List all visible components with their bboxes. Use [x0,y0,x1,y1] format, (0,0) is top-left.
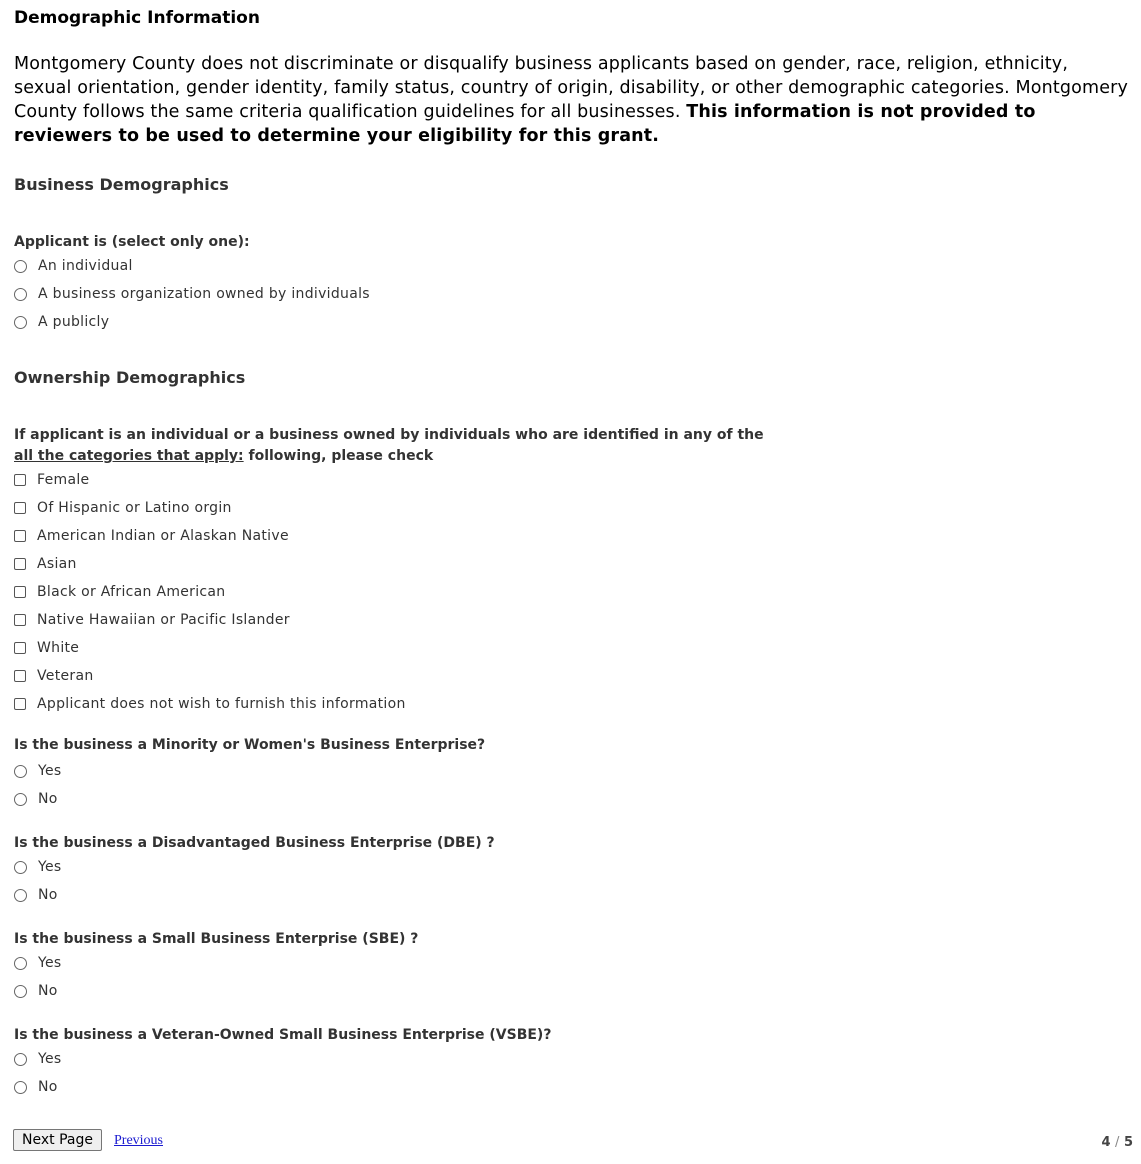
checkbox[interactable] [14,474,26,486]
sbe-no-option[interactable] [14,977,1129,1005]
ownership-checkbox-option[interactable] [14,690,1129,718]
option-label: Black or African American [37,584,226,600]
radio-button[interactable] [14,316,27,329]
page-separator: / [1115,1135,1120,1150]
checkbox[interactable] [14,642,26,654]
checkbox[interactable] [14,558,26,570]
vsbe-question: Is the business a Veteran-Owned Small Business Enterprise (VSBE)? [14,1027,552,1043]
ownership-checkbox-option[interactable] [14,522,1129,550]
previous-link[interactable]: Previous [114,1133,163,1148]
option-label: Yes [38,955,62,971]
radio-button[interactable] [14,1053,27,1066]
option-label: A business organization owned by individuals [38,286,370,302]
option-label: Veteran [37,668,94,684]
checkbox[interactable] [14,614,26,626]
next-page-button[interactable]: Next Page [13,1129,102,1151]
ownership-checkbox-option[interactable] [14,578,1129,606]
checkbox[interactable] [14,502,26,514]
checkbox[interactable] [14,670,26,682]
applicant-type-question: Applicant is (select only one): [14,234,250,250]
ownership-question-underlined: all the categories that apply: [14,448,244,464]
radio-button[interactable] [14,957,27,970]
ownership-question-line2 [14,446,1129,467]
option-label: Applicant does not wish to furnish this information [37,696,406,712]
option-label: Native Hawaiian or Pacific Islander [37,612,290,628]
radio-button[interactable] [14,765,27,778]
option-label: No [38,887,58,903]
radio-button[interactable] [14,793,27,806]
option-label: Asian [37,556,77,572]
mwbe-no-option[interactable] [14,785,1129,813]
vsbe-yes-option[interactable] [14,1045,1129,1073]
ownership-demographics-heading: Ownership Demographics [14,368,246,387]
dbe-yes-option[interactable] [14,853,1129,881]
applicant-type-option[interactable] [14,308,1129,336]
ownership-checkbox-option[interactable] [14,494,1129,522]
option-label: American Indian or Alaskan Native [37,528,289,544]
applicant-type-option[interactable] [14,252,1129,280]
sbe-question: Is the business a Small Business Enterprise (SBE) ? [14,931,419,947]
ownership-checkbox-option[interactable] [14,606,1129,634]
dbe-no-option[interactable] [14,881,1129,909]
option-label: Female [37,472,90,488]
mwbe-question: Is the business a Minority or Women's Business Enterprise? [14,737,486,753]
option-label: Yes [38,859,62,875]
option-label: White [37,640,80,656]
ownership-checkbox-option[interactable] [14,550,1129,578]
intro-text: Montgomery County does not discriminate or disqualify business applicants based on gender, race, religion, ethnicity, sexual orientation, gender identity, family status, country of origin, disability, or other demographic categories. Montgomery County follows the same criteria qualification guidelines for all businesses. [14,54,1128,122]
option-label: No [38,983,58,999]
option-label: Of Hispanic or Latino orgin [37,500,232,516]
page-title: Demographic Information [14,8,260,28]
option-label: An individual [38,258,133,274]
intro-bold-text: This information is not provided to reviewers to be used to determine your eligibility for this grant. [14,102,1036,146]
page-total: 5 [1123,1135,1133,1150]
radio-button[interactable] [14,861,27,874]
intro-paragraph [14,52,1129,148]
ownership-question-rest: following, please check [243,448,434,464]
ownership-checkbox-option[interactable] [14,634,1129,662]
checkbox[interactable] [14,586,26,598]
page-indicator [1101,1135,1133,1150]
checkbox[interactable] [14,698,26,710]
radio-button[interactable] [14,260,27,273]
sbe-yes-option[interactable] [14,949,1129,977]
option-label: Yes [38,763,62,779]
radio-button[interactable] [14,288,27,301]
ownership-checkbox-option[interactable] [14,662,1129,690]
radio-button[interactable] [14,985,27,998]
checkbox[interactable] [14,530,26,542]
radio-button[interactable] [14,889,27,902]
vsbe-no-option[interactable] [14,1073,1129,1101]
option-label: Yes [38,1051,62,1067]
radio-button[interactable] [14,1081,27,1094]
ownership-question [14,425,1129,467]
ownership-checkbox-option[interactable] [14,466,1129,494]
applicant-type-option[interactable] [14,280,1129,308]
dbe-question: Is the business a Disadvantaged Business Enterprise (DBE) ? [14,835,495,851]
option-label: No [38,1079,58,1095]
form-page [14,6,1129,1101]
page-current: 4 [1101,1135,1111,1150]
option-label: A publicly [38,314,110,330]
option-label: No [38,791,58,807]
mwbe-yes-option[interactable] [14,757,1129,785]
ownership-question-line1: If applicant is an individual or a business owned by individuals who are identified in any of the [14,427,764,443]
business-demographics-heading: Business Demographics [14,175,229,194]
